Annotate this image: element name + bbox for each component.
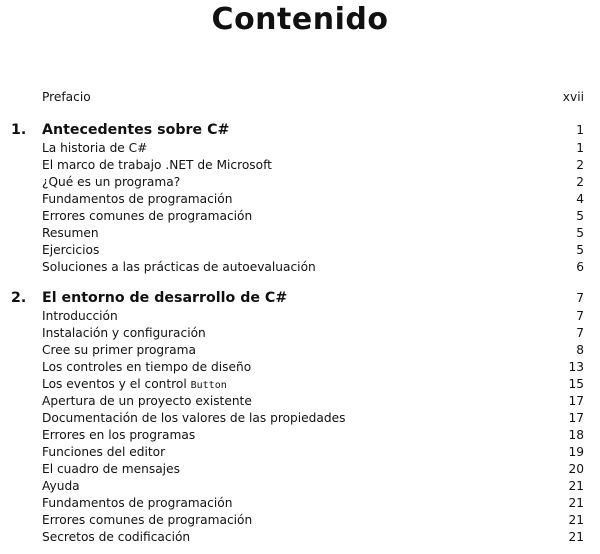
toc-chapter-1: [0, 120, 584, 276]
toc-entry: [0, 140, 584, 157]
toc-entry: [0, 157, 584, 174]
code-keyword: Button: [190, 380, 227, 391]
toc-entry-title: Fundamentos de programación: [42, 496, 233, 510]
toc-entry: [0, 495, 584, 512]
toc-entry-page: 5: [576, 209, 584, 223]
chapter-heading: [0, 120, 584, 140]
chapter-page: 7: [576, 291, 584, 305]
toc-entry-title: Documentación de los valores de las propiedades: [42, 411, 346, 425]
toc-entry-title: El cuadro de mensajes: [42, 462, 180, 476]
toc-entry-page: 21: [568, 513, 584, 527]
chapter-title: El entorno de desarrollo de C#: [42, 290, 288, 306]
toc-entry: [0, 308, 584, 325]
chapter-number: 2.: [11, 290, 27, 306]
toc-entry-title: El marco de trabajo .NET de Microsoft: [42, 158, 272, 172]
toc-entry-title: Errores comunes de programación: [42, 209, 253, 223]
toc-entry-title: Introducción: [42, 309, 118, 323]
toc-preface-page: xvii: [562, 90, 584, 104]
toc-entry: [0, 529, 584, 546]
toc-entry: [0, 427, 584, 444]
toc-entry-page: 7: [576, 309, 584, 323]
toc-entry-page: 6: [576, 260, 584, 274]
toc-entry-title: Ejercicios: [42, 243, 100, 257]
toc-entry-page: 13: [568, 360, 584, 374]
chapter-heading: [0, 288, 584, 308]
toc-entry: [0, 512, 584, 529]
toc-entry-title-text: Los eventos y el control: [42, 377, 191, 391]
chapter-number: 1.: [11, 122, 27, 138]
toc-entry: [0, 393, 584, 410]
toc-preface-label: Prefacio: [42, 90, 91, 104]
toc-entry: [0, 444, 584, 461]
toc-entry-title: Soluciones a las prácticas de autoevaluación: [42, 260, 316, 274]
toc-preface: [42, 88, 584, 106]
toc-entry-title: Resumen: [42, 226, 99, 240]
toc-entry: [0, 359, 584, 376]
toc-entry: [0, 208, 584, 225]
toc-entry: [0, 342, 584, 359]
toc-entry: [0, 461, 584, 478]
toc-entry-page: 18: [568, 428, 584, 442]
toc-entry-page: 21: [568, 496, 584, 510]
toc-entry: [0, 259, 584, 276]
toc-entry-page: 21: [568, 530, 584, 544]
toc-entry-title: Errores en los programas: [42, 428, 196, 442]
toc-entry-title: ¿Qué es un programa?: [42, 175, 181, 189]
toc-entry-title: [42, 376, 227, 394]
toc-entry-page: 8: [576, 343, 584, 357]
toc-entry: [0, 478, 584, 495]
page-title: Contenido: [211, 2, 389, 37]
toc-entry-title: Instalación y configuración: [42, 326, 206, 340]
toc-entry-page: 2: [576, 158, 584, 172]
toc-entry: [0, 325, 584, 342]
toc-entry-title: Los controles en tiempo de diseño: [42, 360, 252, 374]
toc-entry-page: 5: [576, 226, 584, 240]
toc-entry: [0, 174, 584, 191]
toc-entry-title: Fundamentos de programación: [42, 192, 233, 206]
toc-entry-page: 1: [576, 141, 584, 155]
chapter-page: 1: [576, 123, 584, 137]
toc-entry-page: 17: [568, 394, 584, 408]
toc-entry-page: 21: [568, 479, 584, 493]
toc-entry-page: 2: [576, 175, 584, 189]
toc-entry-page: 15: [568, 377, 584, 391]
toc-entry: [0, 191, 584, 208]
toc-entry-title: Cree su primer programa: [42, 343, 196, 357]
toc-entry-title: Apertura de un proyecto existente: [42, 394, 252, 408]
toc-entry-page: 7: [576, 326, 584, 340]
toc-entry: [0, 242, 584, 259]
toc-chapter-2: [0, 288, 584, 546]
chapter-title: Antecedentes sobre C#: [42, 122, 230, 138]
toc-entry: [0, 225, 584, 242]
toc-entry-title: Secretos de codificación: [42, 530, 191, 544]
toc-entry: [0, 410, 584, 427]
toc-entry-title: Ayuda: [42, 479, 80, 493]
toc-entry-page: 17: [568, 411, 584, 425]
toc-entry-page: 5: [576, 243, 584, 257]
toc-entry-title: Errores comunes de programación: [42, 513, 253, 527]
toc-entry-page: 19: [568, 445, 584, 459]
toc-entry-title: Funciones del editor: [42, 445, 166, 459]
toc-entry-title: La historia de C#: [42, 141, 148, 155]
toc-entry: [0, 376, 584, 393]
toc-entry-page: 20: [568, 462, 584, 476]
toc-entry-page: 4: [576, 192, 584, 206]
